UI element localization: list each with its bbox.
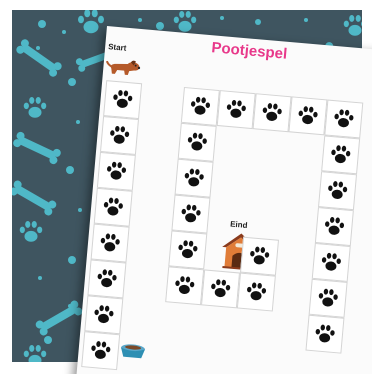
board-square <box>217 90 256 129</box>
board-square <box>240 237 279 276</box>
paw-print-icon <box>319 251 343 275</box>
paw-print-icon <box>316 286 340 310</box>
board-square <box>81 331 120 370</box>
board-square <box>309 279 348 318</box>
game-board-paper <box>74 26 372 374</box>
paw-print-icon <box>101 195 125 219</box>
start-label: Start <box>107 42 127 53</box>
board-square <box>91 224 130 263</box>
paw-print-icon <box>244 280 268 304</box>
paw-print-icon <box>313 322 337 346</box>
paw-print-icon <box>104 159 128 183</box>
board-square <box>237 273 276 312</box>
paw-print-icon <box>322 215 346 239</box>
paw-print-icon <box>296 104 320 128</box>
paw-print-icon <box>182 166 206 190</box>
board-square <box>288 96 327 135</box>
paw-print-icon <box>224 98 248 122</box>
board-square <box>201 269 240 308</box>
board-square <box>318 171 357 210</box>
paw-print-icon <box>92 303 116 327</box>
board-title: Pootjespel <box>210 39 288 63</box>
paw-print-icon <box>98 231 122 255</box>
paw-print-icon <box>332 107 356 131</box>
board-square <box>165 266 204 305</box>
paw-print-icon <box>111 88 135 112</box>
paw-print-icon <box>176 238 200 262</box>
board-square <box>178 123 217 162</box>
board-square <box>168 230 207 269</box>
board-square <box>321 135 360 174</box>
paw-print-icon <box>108 124 132 148</box>
board-square <box>312 243 351 282</box>
board-square <box>315 207 354 246</box>
paw-print-icon <box>188 95 212 119</box>
board-square <box>324 99 363 138</box>
board-square <box>181 87 220 126</box>
board-square <box>84 295 123 334</box>
end-label: Eind <box>229 219 248 230</box>
paw-print-icon <box>173 274 197 298</box>
paw-print-icon <box>248 244 272 268</box>
dog-icon <box>105 56 143 79</box>
board-square <box>94 188 133 227</box>
board-square <box>305 315 344 354</box>
paw-print-icon <box>326 179 350 203</box>
paw-print-icon <box>209 277 233 301</box>
paw-print-icon <box>260 101 284 125</box>
board-square <box>87 259 126 298</box>
board-square <box>97 152 136 191</box>
board-square <box>175 159 214 198</box>
paw-print-icon <box>95 267 119 291</box>
paw-print-icon <box>185 130 209 154</box>
board-square <box>100 116 139 155</box>
board-square <box>103 80 142 119</box>
paw-print-icon <box>179 202 203 226</box>
dog-bowl-icon <box>118 342 147 360</box>
board-square <box>253 93 292 132</box>
paw-print-icon <box>329 143 353 167</box>
paw-print-icon <box>89 339 113 363</box>
board-square <box>171 195 210 234</box>
